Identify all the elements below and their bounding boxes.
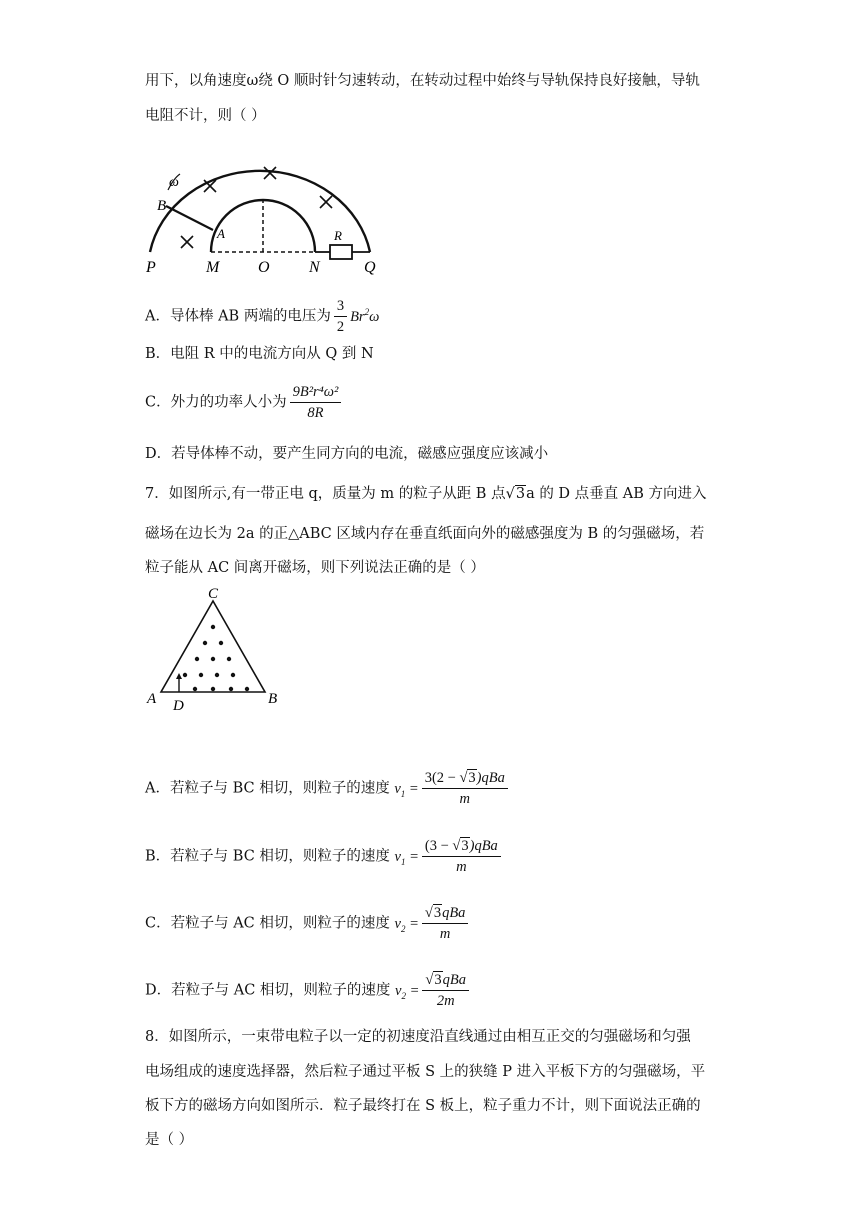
q7-triangle-figure [143,585,283,715]
q6-text-line-1: 用下，以角速度ω绕 O 顺时针匀速转动，在转动过程中始终与导轨保持良好接触，导轨 [145,73,700,89]
q6-text-line-2: 电阻不计，则（ ） [145,108,266,124]
q7-option-c: C．若粒子与 AC 相切，则粒子的速度 $v_2$ = $\frac{\text{√3qBa}}{m}$ [145,903,471,944]
q7-text-line-3: 粒子能从 AC 间离开磁场，则下列说法正确的是（ ） [145,560,485,576]
q6-option-a-tail: Br$^2$ω [350,306,380,325]
q7-option-c-v: $v_2$ = [394,915,419,934]
q7-option-d-v: $v_2$ = [395,982,420,1001]
q7-option-c-fraction: $\frac{\text{√3qBa}}{m}$ [422,903,469,944]
q6-label-O: O [258,259,270,275]
q6-label-B: B [157,198,167,214]
q7-label-B: B [268,691,278,707]
q6-label-R: R [334,228,342,243]
q6-label-omega: ω [169,175,179,190]
q7-label-A: A [147,691,157,707]
q7-text-line-1: 7．如图所示,有一带正电 q，质量为 m 的粒子从距 B 点√3a 的 D 点垂直 AB 方向进入 [145,486,707,502]
q6-option-a [145,296,379,337]
q7-label-D: D [173,698,184,714]
q7-option-b: B．若粒子与 BC 相切，则粒子的速度 $v_1$ = $\frac{\text{(3 − √3)qBa}}{m}$ [145,836,504,877]
q7-option-a-fraction: $\frac{\text{3(2 − √3)qBa}}{m}$ [422,768,508,809]
q7-option-b-fraction: $\frac{\text{(3 − √3)qBa}}{m}$ [422,836,501,877]
q7-option-d-fraction: $\frac{\text{√3qBa}}{2m}$ [422,970,469,1011]
q6-option-c [145,382,344,423]
q6-option-d: D．若导体棒不动，要产生同方向的电流，磁感应强度应该减小 [145,446,549,462]
q6-option-c-text: C．外力的功率人小为 [145,394,287,411]
q7-option-a: A．若粒子与 BC 相切，则粒子的速度 $v_1$ = $\frac{\text{3(2 − √3)qBa}}{m}$ [145,768,511,809]
q6-rail-figure [140,140,380,275]
q6-label-N: N [309,259,320,275]
q7-sqrt3: √3 [505,486,526,502]
q6-option-b: B．电阻 R 中的电流方向从 Q 到 N [145,346,374,362]
q8-text-line-4: 是（ ） [145,1132,194,1148]
q6-label-M: M [206,259,220,275]
q6-option-a-text: A．导体棒 AB 两端的电压为 [145,308,331,325]
q6-option-c-fraction: $\frac{\text{9B²r⁴ω²}}{8R}$ [290,382,342,423]
q7-label-C: C [208,586,219,602]
q6-label-A: A [217,226,225,241]
q7-option-d: D．若粒子与 AC 相切，则粒子的速度 $v_2$ = $\frac{\text{√3qBa}}{2m}$ [145,970,472,1011]
q8-text-line-3: 板下方的磁场方向如图所示．粒子最终打在 S 板上，粒子重力不计，则下面说法正确的 [145,1098,701,1114]
q6-label-P: P [146,259,156,275]
q8-text-line-2: 电场组成的速度选择器，然后粒子通过平板 S 上的狭缝 P 进入平板下方的匀强磁场，平 [145,1064,706,1080]
q7-option-a-v: $v_1$ = [394,780,419,799]
q7-text-line-2: 磁场在边长为 2a 的正△ABC 区域内存在垂直纸面向外的磁感强度为 B 的匀强磁场，若 [145,526,705,542]
q8-text-line-1: 8．如图所示，一束带电粒子以一定的初速度沿直线通过由相互正交的匀强磁场和匀强 [145,1029,691,1045]
q7-option-b-v: $v_1$ = [394,848,419,867]
q6-label-Q: Q [364,259,376,275]
q6-option-a-fraction: $\frac{3}{2}$ [334,296,347,337]
